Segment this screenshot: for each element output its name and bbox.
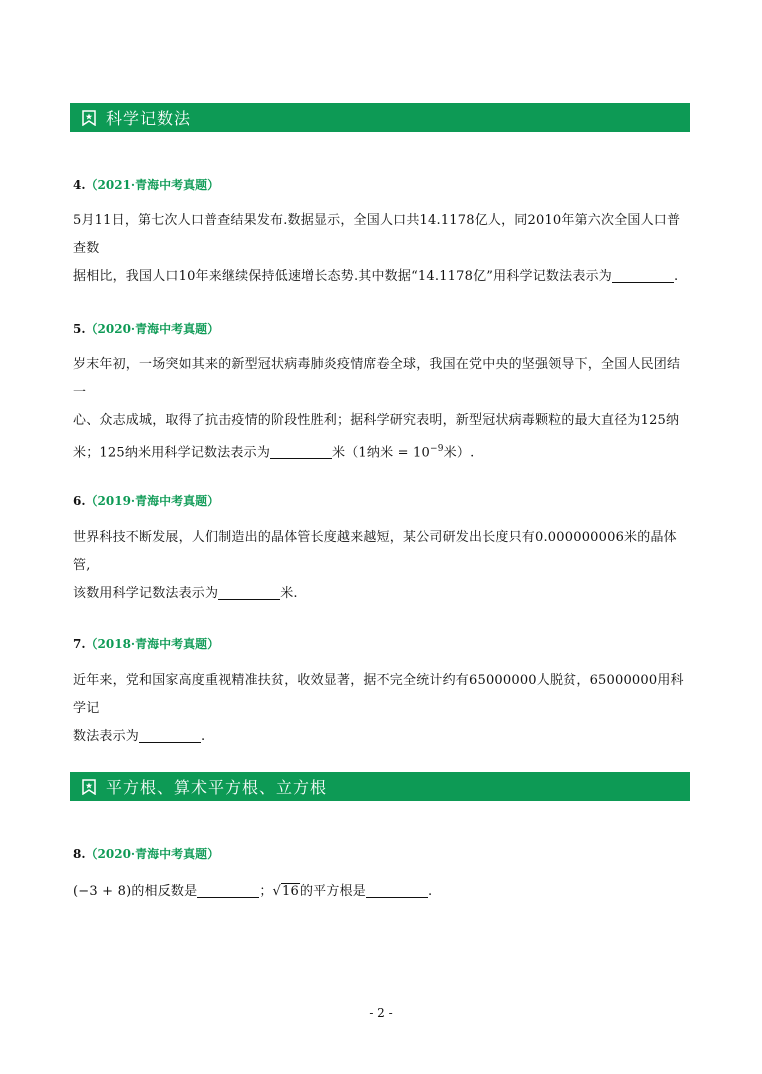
section-title: 科学记数法 [106,109,192,128]
exponent: −9 [430,444,444,454]
answer-blank[interactable] [218,585,280,600]
text-span: . [201,729,206,744]
answer-blank[interactable] [612,268,674,283]
question-number: 5. [73,322,86,336]
text-line: 心、众志成城，取得了抗击疫情的阶段性胜利；据科学研究表明，新型冠状病毒颗粒的最大直径为125纳 [73,413,680,428]
section-header-square-roots [70,772,690,801]
text-span: 米（1纳米 = 10 [332,445,430,461]
text-line [73,263,693,291]
text-line: 5月11日，第七次人口普查结果发布.数据显示，全国人口共14.1178亿人，同2010年第六次全国人口普查数 [73,213,681,256]
text-span: 据相比，我国人口10年来继续保持低速增长态势.其中数据“14.1178亿”用科学记数法表示为 [73,269,612,284]
question-body [73,524,693,608]
question-header [73,635,219,652]
text-line [73,723,693,751]
text-span: ； [259,884,273,899]
section-title: 平方根、算术平方根、立方根 [106,778,328,797]
text-line: 世界科技不断发展，人们制造出的晶体管长度越来越短，某公司研发出长度只有0.000000006米的晶体管, [73,530,677,573]
question-source: （2020·青海中考真题） [85,322,220,336]
text-span: 米；125纳米用科学记数法表示为 [73,445,271,461]
question-body [73,207,693,291]
text-line: 近年来，党和国家高度重视精准扶贫，收效显著，据不完全统计约有65000000人脱贫，65000000用科学记 [73,673,684,716]
answer-blank[interactable] [197,883,259,898]
answer-blank[interactable] [270,444,332,459]
question-body [73,878,693,906]
text-span: . [673,269,679,284]
text-span: 米）. [443,445,475,461]
radicand: 16 [282,884,299,899]
bookmark-star-icon [82,110,96,126]
question-header [73,320,219,337]
question-number: 8. [73,847,86,861]
text-span: 米. [280,586,298,601]
question-number: 4. [73,178,86,192]
section-header-scientific-notation [70,103,690,132]
question-header [73,492,219,509]
text-line [73,580,693,608]
question-header [73,845,219,862]
answer-blank[interactable] [139,728,201,743]
text-span: 数法表示为 [73,729,140,744]
question-body [73,667,693,751]
question-header [73,176,219,193]
question-source: （2021·青海中考真题） [85,178,220,192]
question-source: （2018·青海中考真题） [85,637,220,651]
question-number: 7. [73,637,86,651]
square-root: √16 [272,884,299,899]
text-line [73,878,693,906]
question-body [73,351,693,467]
text-line: 岁末年初，一场突如其来的新型冠状病毒肺炎疫情席卷全球，我国在党中央的坚强领导下，全国人民团结一 [73,357,681,400]
question-number: 6. [73,494,86,508]
text-span: 的平方根是 [299,884,366,899]
text-span: 该数用科学记数法表示为 [73,586,219,601]
answer-blank[interactable] [366,883,428,898]
text-line [73,435,693,467]
text-span: (−3 + 8)的相反数是 [73,884,198,899]
bookmark-star-icon [82,779,96,795]
question-source: （2019·青海中考真题） [85,494,220,508]
page-number: - 2 - [369,1006,393,1020]
text-span: . [428,884,433,899]
question-source: （2020·青海中考真题） [85,847,220,861]
